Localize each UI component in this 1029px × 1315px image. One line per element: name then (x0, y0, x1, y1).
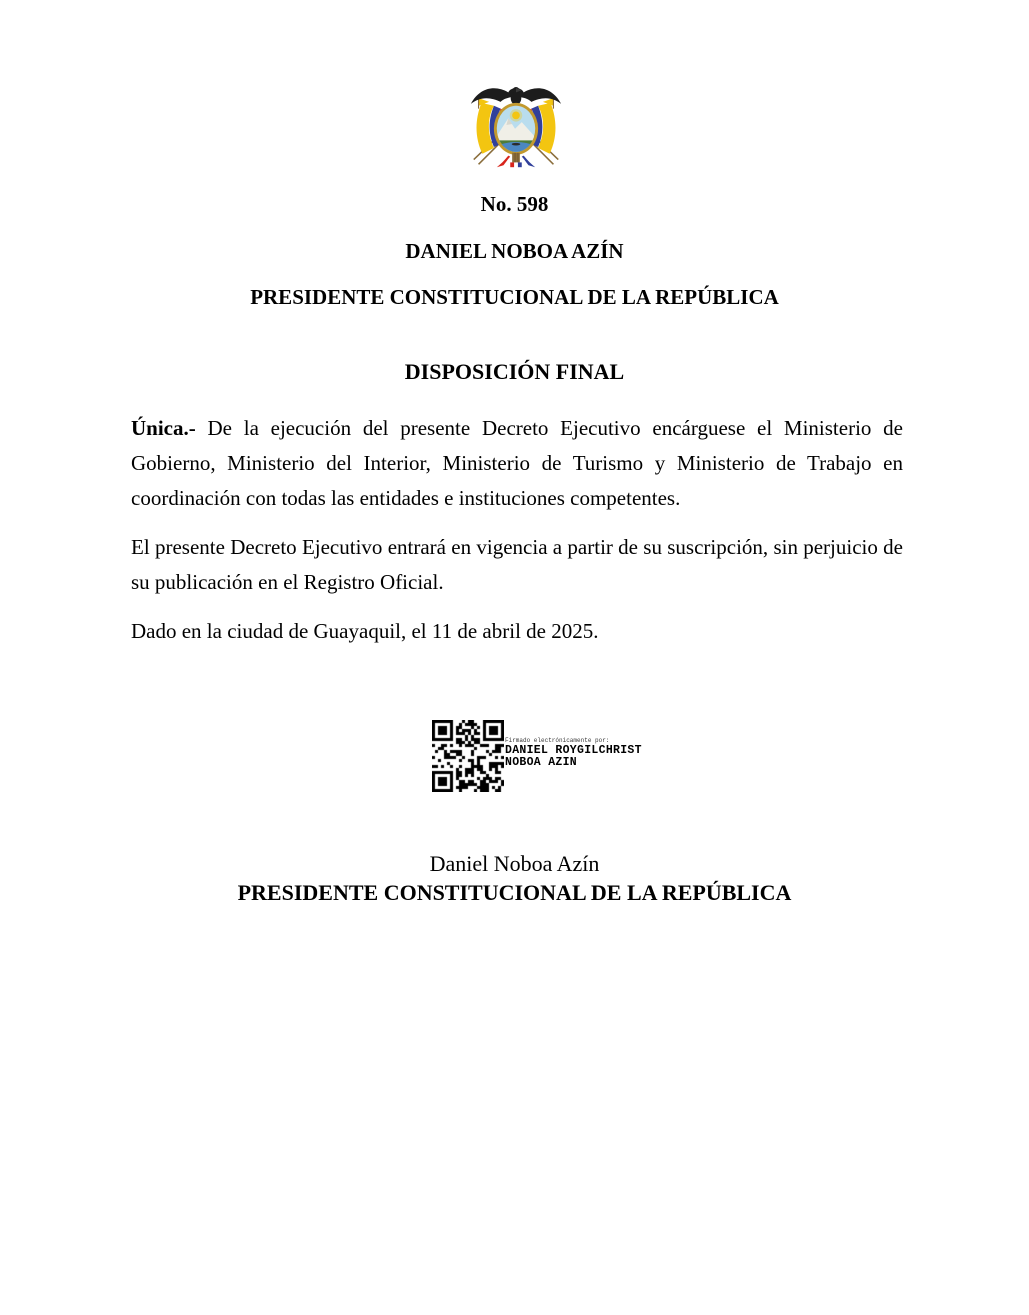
signer-name: Daniel Noboa Azín (429, 851, 600, 876)
unique-clause-paragraph (131, 411, 903, 516)
ecuador-coat-of-arms-icon (468, 79, 564, 169)
president-name-heading: DANIEL NOBOA AZÍN (405, 239, 624, 263)
electronic-signature-stamp (432, 720, 642, 792)
ecuador-coat-of-arms (468, 79, 564, 169)
unique-clause-text: De la ejecución del presente Decreto Ejecutivo encárguese el Ministerio de Gobierno, Ministerio del Interior, Ministerio de Turismo y Ministerio de Trabajo en coordinación con todas las entidades e instituciones competentes. (131, 416, 903, 510)
effectiveness-paragraph: El presente Decreto Ejecutivo entrará en vigencia a partir de su suscripción, sin perjuicio de su publicación en el Registro Oficial. (131, 535, 903, 594)
unique-clause-lead: Única.- (131, 416, 196, 440)
stamp-caption: Firmado electrónicamente por: (505, 737, 610, 744)
stamp-text-block (505, 720, 642, 769)
section-title: DISPOSICIÓN FINAL (404, 359, 625, 384)
stamp-name-line-2: NOBOA AZIN (505, 756, 578, 769)
stamp-name-line-1: DANIEL ROYGILCHRIST (505, 744, 642, 757)
decree-number: No. 598 (480, 192, 549, 216)
qr-code-icon (432, 720, 504, 792)
president-title-heading: PRESIDENTE CONSTITUCIONAL DE LA REPÚBLICA (250, 285, 779, 309)
place-date-line: Dado en la ciudad de Guayaquil, el 11 de abril de 2025. (131, 619, 599, 643)
signer-title: PRESIDENTE CONSTITUCIONAL DE LA REPÚBLICA (237, 880, 792, 905)
